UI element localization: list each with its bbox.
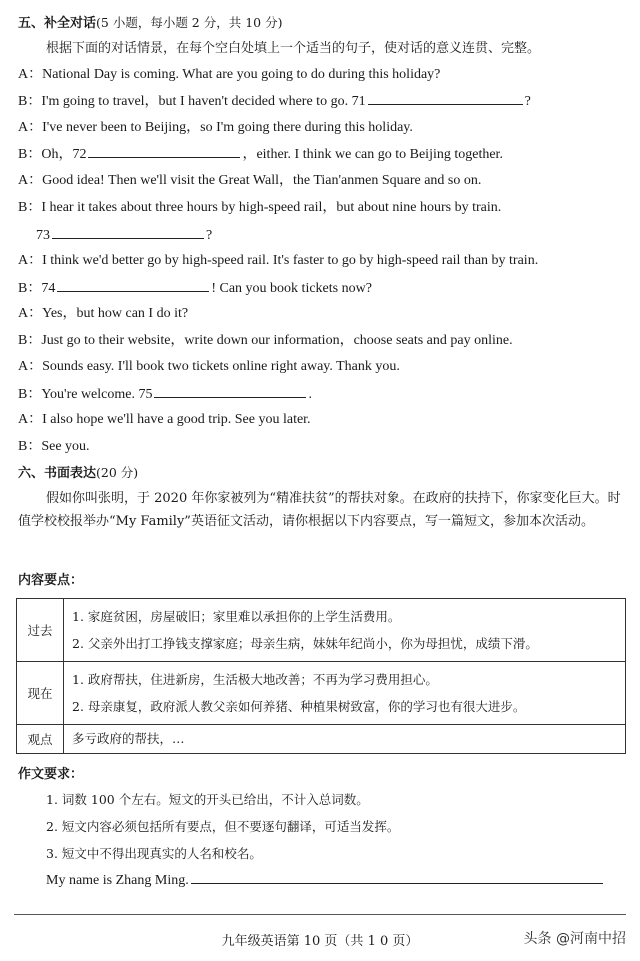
page-number: 九年级英语第 10 页（共 1 0 页） <box>221 934 419 949</box>
section6-note: (20 分) <box>96 465 139 480</box>
footer-divider <box>14 914 626 915</box>
dialog-line-14: A：I also hope we'll have a good trip. See you later. <box>18 412 311 427</box>
points-heading: 内容要点： <box>18 573 84 588</box>
dialog-line-2 <box>18 92 626 111</box>
now-point-1: 1. 政府帮扶，住进新房，生活极大地改善；不再为学习费用担心。 <box>72 672 438 687</box>
blank-74[interactable] <box>57 279 209 292</box>
dialog-line-3: A：I've never been to Beijing，so I'm going there during this holiday. <box>18 120 413 135</box>
dialog-line-5: A：Good idea! Then we'll visit the Great Wall，the Tian'anmen Square and so on. <box>18 173 482 188</box>
dialog-line-2-end: ? <box>524 94 531 109</box>
dialog-line-9-end: ! Can you book tickets now? <box>211 281 372 296</box>
dialog-line-7-text: 73 <box>36 228 50 243</box>
blank-75[interactable] <box>154 385 306 398</box>
section5-note: (5 小题，每小题 2 分，共 10 分) <box>96 15 283 30</box>
dialog-line-9 <box>18 279 626 298</box>
section6-heading <box>18 464 626 483</box>
essay-start-line <box>46 871 626 890</box>
dialog-line-7 <box>36 226 626 245</box>
dialog-line-4 <box>18 145 626 164</box>
section6-title: 六、书面表达 <box>18 466 97 481</box>
blank-72[interactable] <box>88 145 240 158</box>
content-points-table <box>16 598 626 754</box>
view-label: 观点 <box>17 725 64 754</box>
blank-71[interactable] <box>368 92 523 105</box>
essay-writing-line[interactable] <box>191 871 603 884</box>
past-content <box>64 599 626 662</box>
dialog-line-9-text: B：74 <box>18 281 56 296</box>
dialog-line-13-text: B：You're welcome. 75 <box>18 387 153 402</box>
requirement-1: 1. 词数 100 个左右。短文的开头已给出，不计入总词数。 <box>46 792 369 807</box>
dialog-line-1: A：National Day is coming. What are you going to do during this holiday? <box>18 67 441 82</box>
dialog-line-11: B：Just go to their website，write down our information，choose seats and pay online. <box>18 333 513 348</box>
now-content <box>64 662 626 725</box>
past-point-2: 2. 父亲外出打工挣钱支撑家庭；母亲生病，妹妹年纪尚小，你为母担忧，成绩下滑。 <box>72 636 538 651</box>
essay-start-text: My name is Zhang Ming. <box>46 873 189 888</box>
section5-title: 五、补全对话 <box>18 16 97 31</box>
past-point-1: 1. 家庭贫困，房屋破旧；家里难以承担你的上学生活费用。 <box>72 609 401 624</box>
past-label: 过去 <box>17 599 64 662</box>
table-row-view <box>17 725 626 754</box>
dialog-line-8: A：I think we'd better go by high-speed rail. It's faster to go by high-speed rail than by train. <box>18 253 539 268</box>
section6-prompt: 假如你叫张明，于 2020 年你家被列为“精准扶贫”的帮扶对象。在政府的扶持下，你家变化巨大。时值学校校报举办“My Family”英语征文活动，请你根据以下内容要点，写一篇短文，参加本次活动。 <box>18 491 621 529</box>
dialog-line-7-end: ? <box>206 228 213 243</box>
watermark: 头条 @河南中招 <box>523 931 626 947</box>
requirements-heading: 作文要求： <box>18 767 84 782</box>
dialog-line-2-text: B：I'm going to travel，but I haven't decided where to go. 71 <box>18 94 366 109</box>
dialog-line-10: A：Yes，but how can I do it? <box>18 306 189 321</box>
view-content: 多亏政府的帮扶，… <box>64 725 626 754</box>
table-row-now <box>17 662 626 725</box>
dialog-line-12: A：Sounds easy. I'll book two tickets online right away. Thank you. <box>18 359 400 374</box>
dialog-line-4-end: ，either. I think we can go to Beijing together. <box>242 147 503 162</box>
now-label: 现在 <box>17 662 64 725</box>
dialog-line-13-end: . <box>308 387 312 402</box>
dialog-line-15: B：See you. <box>18 439 90 454</box>
section5-instruction: 根据下面的对话情景，在每个空白处填上一个适当的句子，使对话的意义连贯、完整。 <box>46 41 541 56</box>
table-row-past <box>17 599 626 662</box>
requirement-2: 2. 短文内容必须包括所有要点，但不要逐句翻译，可适当发挥。 <box>46 819 400 834</box>
section5-heading <box>18 14 626 33</box>
requirement-3: 3. 短文中不得出现真实的人名和校名。 <box>46 846 262 861</box>
dialog-line-4-text: B：Oh，72 <box>18 147 87 162</box>
dialog-line-6: B：I hear it takes about three hours by high-speed rail，but about nine hours by train. <box>18 200 502 215</box>
now-point-2: 2. 母亲康复，政府派人教父亲如何养猪、种植果树致富，你的学习也有很大进步。 <box>72 699 526 714</box>
dialog-line-13 <box>18 385 626 404</box>
blank-73[interactable] <box>52 226 204 239</box>
